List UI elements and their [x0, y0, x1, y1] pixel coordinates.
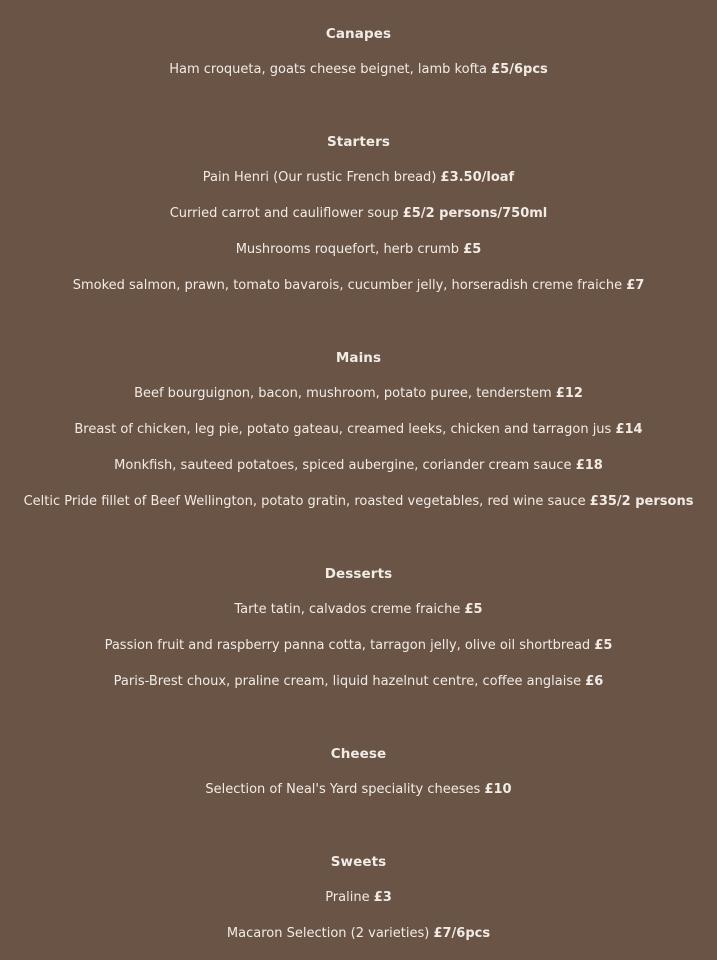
- section-title: Sweets: [330, 854, 387, 870]
- section-title: Mains: [335, 350, 382, 366]
- item-name: Selection of Neal's Yard speciality cheeses: [205, 782, 481, 797]
- item-name: Beef bourguignon, bacon, mushroom, potato puree, tenderstem: [134, 386, 552, 401]
- item-price: £35/2 persons: [589, 494, 694, 509]
- menu-item: [0, 232, 717, 268]
- section-title: Starters: [326, 134, 391, 150]
- item-name: Tarte tatin, calvados creme fraiche: [234, 602, 461, 617]
- menu-item: [0, 916, 717, 952]
- item-price: £10: [484, 782, 512, 797]
- item-name: Smoked salmon, prawn, tomato bavarois, cucumber jelly, horseradish creme fraiche: [72, 278, 623, 293]
- section-sweets: [0, 844, 717, 952]
- section-cheese: [0, 736, 717, 808]
- item-price: £5/2 persons/750ml: [402, 206, 548, 221]
- item-price: £5: [463, 242, 482, 257]
- item-price: £7/6pcs: [433, 926, 491, 941]
- section-title: Canapes: [325, 26, 392, 42]
- item-name: Pain Henri (Our rustic French bread): [202, 170, 437, 185]
- menu-item: [0, 628, 717, 664]
- item-price: £6: [585, 674, 604, 689]
- menu-item: [0, 268, 717, 304]
- menu-item: [0, 160, 717, 196]
- section-title: Cheese: [330, 746, 387, 762]
- item-name: Passion fruit and raspberry panna cotta, tarragon jelly, olive oil shortbread: [104, 638, 591, 653]
- menu-item: [0, 880, 717, 916]
- item-name: Ham croqueta, goats cheese beignet, lamb kofta: [169, 62, 487, 77]
- item-price: £18: [575, 458, 603, 473]
- item-name: Celtic Pride fillet of Beef Wellington, potato gratin, roasted vegetables, red wine sauce: [23, 494, 586, 509]
- item-price: £7: [626, 278, 645, 293]
- menu-item: [0, 52, 717, 88]
- menu-item: [0, 664, 717, 700]
- item-price: £5: [464, 602, 483, 617]
- section-desserts: [0, 556, 717, 700]
- item-name: Macaron Selection (2 varieties): [226, 926, 430, 941]
- item-name: Paris-Brest choux, praline cream, liquid hazelnut centre, coffee anglaise: [113, 674, 582, 689]
- item-price: £3.50/loaf: [440, 170, 515, 185]
- item-name: Monkfish, sauteed potatoes, spiced aubergine, coriander cream sauce: [114, 458, 572, 473]
- item-name: Mushrooms roquefort, herb crumb: [235, 242, 460, 257]
- item-name: Breast of chicken, leg pie, potato gateau, creamed leeks, chicken and tarragon jus: [74, 422, 612, 437]
- item-price: £12: [555, 386, 583, 401]
- menu-item: [0, 772, 717, 808]
- item-price: £14: [615, 422, 643, 437]
- menu-item: [0, 448, 717, 484]
- item-price: £3: [373, 890, 392, 905]
- section-title: Desserts: [324, 566, 393, 582]
- item-price: £5: [594, 638, 613, 653]
- item-price: £5/6pcs: [491, 62, 548, 77]
- section-starters: [0, 124, 717, 304]
- menu-item: [0, 592, 717, 628]
- menu-item: [0, 484, 717, 520]
- item-name: Curried carrot and cauliflower soup: [169, 206, 399, 221]
- section-canapes: [0, 16, 717, 88]
- section-mains: [0, 340, 717, 520]
- menu-item: [0, 412, 717, 448]
- menu-item: [0, 376, 717, 412]
- item-name: Praline: [325, 890, 370, 905]
- menu-item: [0, 196, 717, 232]
